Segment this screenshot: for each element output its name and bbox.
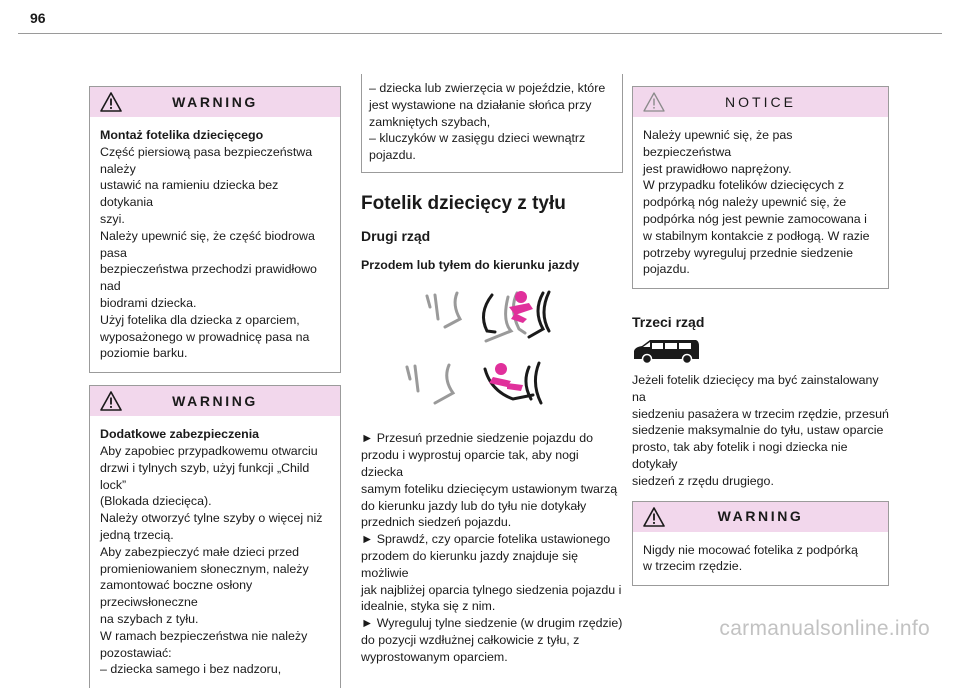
warning-box-mounting: [89, 86, 341, 373]
warning-title: Montaż fotelika dziecięcego: [100, 128, 264, 142]
warning-header: [90, 386, 340, 416]
notice-triangle-icon: [643, 92, 665, 112]
page-number: 96: [30, 10, 46, 26]
warning-triangle-icon: [100, 391, 122, 411]
notice-box: [632, 86, 889, 289]
section-title: Fotelik dziecięcy z tyłu: [361, 192, 566, 214]
notice-label: NOTICE: [725, 93, 796, 110]
warning-label: WARNING: [172, 392, 258, 409]
warning-title: Dodatkowe zabezpieczenia: [100, 427, 260, 442]
third-row-text: Jeżeli fotelik dziecięcy ma być zainstalowany na siedzeniu pasażera w trzecim rzędzie, przesuń siedzenie maksymalnie do tyłu, ustaw oparcie prosto, tak aby fotelik i nogi dziecka nie dotykały siedzeń z rzędu drugiego.: [632, 372, 889, 488]
subsection-title: Drugi rząd: [361, 227, 431, 244]
instructions-text: ► Przesuń przednie siedzenie pojazdu do przodu i wyprostuj oparcie tak, aby nogi dziecka samym foteliku dziecięcym ustawionym twarzą do kierunku jazdy lub do tyłu nie dotykały przednich siedzeń pojazdu. ► Sprawdź, czy oparcie fotelika ustawionego przodem do kierunku jazdy znajduje się możliwie jak najbliżej oparcia tylnego siedzenia pojazdu i idealnie, styka się z nim. ► Wyreguluj tylne siedzenie (w drugim rzędzie) do pozycji wzdłużnej całkowicie z tyłu, z wyprostowanym oparciem.: [361, 431, 623, 664]
vehicle-side-view-icon: [632, 338, 702, 364]
middle-column: [361, 74, 623, 666]
warning-continued-text: – dziecka lub zwierzęcia w pojeździe, które jest wystawione na działanie słońca przy zamkniętych szybach, – kluczyków w zasięgu dzieci wewnątrz pojazdu.: [369, 81, 606, 163]
warning-label: WARNING: [172, 93, 258, 110]
warning-header: [90, 87, 340, 117]
subsubsection-title: Przodem lub tyłem do kierunku jazdy: [361, 257, 580, 272]
warning-triangle-icon: [100, 92, 122, 112]
watermark: carmanualsonline.info: [719, 617, 930, 640]
warning-triangle-icon: [643, 507, 665, 527]
notice-text: Należy upewnić się, że pas bezpieczeństwa jest prawidłowo naprężony. W przypadku fotelików dziecięcych z podpórką nóg należy upewnić się, że podpórka nóg jest pewnie zamocowana i w stabilnym kontakcie z podłogą. W razie potrzeby wyreguluj przednie siedzenie pojazdu.: [643, 128, 870, 277]
right-column: [632, 86, 889, 586]
warning-text: Nigdy nie mocować fotelika z podpórką w trzecim rzędzie.: [643, 542, 858, 574]
warning-box-third-row: [632, 501, 889, 587]
warning-text: Część piersiową pasa bezpieczeństwa należy ustawić na ramieniu dziecka bez dotykania szyi. Należy upewnić się, że część biodrowa pasa bezpieczeństwa przechodzi prawidłowo nad biodrami dziecka. Użyj fotelika dla dziecka z oparciem, wyposażonego w prowadnicę pasa na poziomie barku.: [100, 144, 317, 361]
warning-text: Aby zapobiec przypadkowemu otwarciu drzwi i tylnych szyb, użyj funkcji „Child lock” (Blokada dziecięca). Należy otworzyć tylne szyby o więcej niż jedną trzecią. Aby zabezpieczyć małe dzieci przed promieniowaniem słonecznym, należy zamontować boczne osłony przeciwsłoneczne na szybach z tyłu. W ramach bezpieczeństwa nie należy pozostawiać: – dziecka samego i bez nadzoru,: [100, 443, 323, 677]
top-rule: [18, 33, 942, 34]
notice-header: [633, 87, 888, 117]
child-seat-forward-facing-illustration: [361, 283, 623, 423]
warning-box-continued: [361, 74, 623, 173]
warning-header: [633, 502, 888, 532]
warning-label: WARNING: [717, 508, 804, 525]
third-row-title: Trzeci rząd: [632, 314, 705, 331]
left-column: [89, 86, 341, 688]
warning-box-additional-safety: [89, 385, 341, 688]
